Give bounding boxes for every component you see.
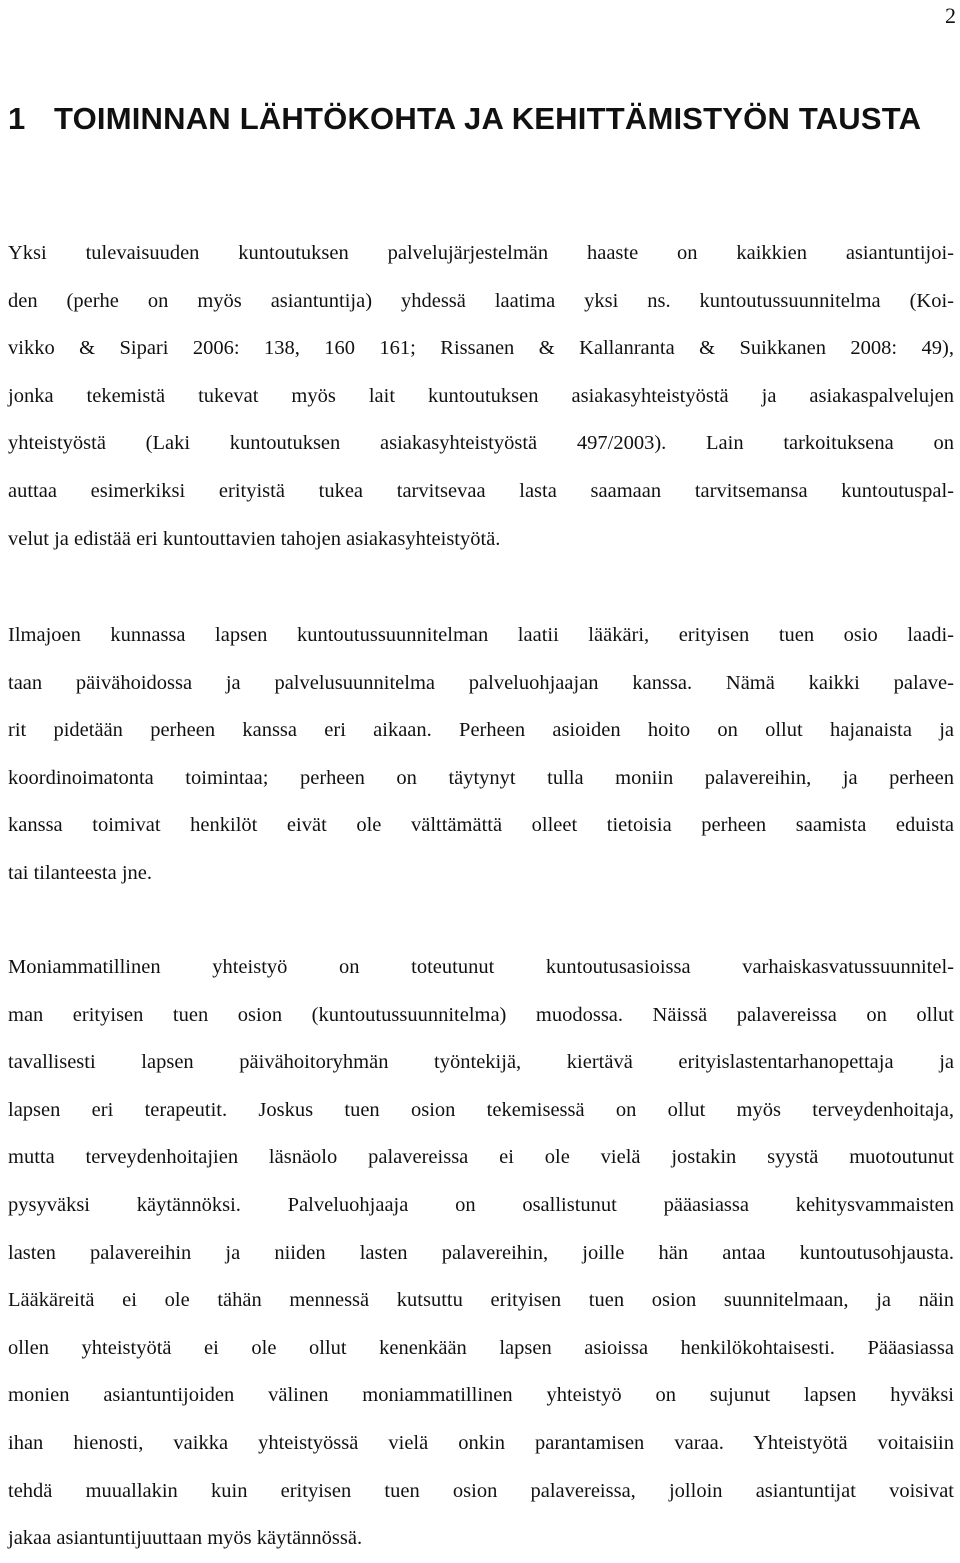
text-line: velut ja edistää eri kuntouttavien tahojen asiakasyhteistyötä. (8, 527, 501, 550)
text-line: pysyväksi käytännöksi. Palveluohjaaja on osallistunut pääasiassa kehitysvammaisten (8, 1193, 954, 1216)
text-line: Moniammatillinen yhteistyö on toteutunut kuntoutusasioissa varhaiskasvatussuunnitel- (8, 956, 954, 978)
text-line: jonka tekemistä tukevat myös lait kuntoutuksen asiakasyhteistyöstä ja asiakaspalvelujen (8, 384, 954, 407)
text-line: jakaa asiantuntijuuttaan myös käytännössä. (8, 1527, 363, 1550)
text-line: tavallisesti lapsen päivähoitoryhmän työntekijä, kiertävä erityislastentarhanopettaja ja (8, 1051, 954, 1074)
text-line: kanssa toimivat henkilöt eivät ole välttämättä olleet tietoisia perheen saamista eduista (8, 814, 954, 837)
text-line: man erityisen tuen osion (kuntoutussuunnitelma) muodossa. Näissä palavereissa on ollut (8, 1003, 954, 1026)
text-line: den (perhe on myös asiantuntija) yhdessä laatima yksi ns. kuntoutussuunnitelma (Koi- (8, 289, 954, 312)
text-line: lapsen eri terapeutit. Joskus tuen osion tekemisessä on ollut myös terveydenhoitaja, (8, 1098, 954, 1121)
text-line: taan päivähoidossa ja palvelusuunnitelma palveluohjaajan kanssa. Nämä kaikki palave- (8, 671, 954, 694)
chapter-number: 1 (8, 101, 26, 136)
text-line: auttaa esimerkiksi erityistä tukea tarvitsevaa lasta saamaan tarvitsemansa kuntoutuspal- (8, 479, 954, 502)
text-line: tehdä muuallakin kuin erityisen tuen osion palavereissa, jolloin asiantuntijat voisivat (8, 1479, 954, 1502)
text-line: mutta terveydenhoitajien läsnäolo palavereissa ei ole vielä jostakin syystä muotoutunut (8, 1146, 954, 1169)
text-line: Yksi tulevaisuuden kuntoutuksen palvelujärjestelmän haaste on kaikkien asiantuntijoi- (8, 242, 954, 264)
text-line: rit pidetään perheen kanssa eri aikaan. Perheen asioiden hoito on ollut hajanaista ja (8, 719, 954, 742)
chapter-heading (8, 98, 938, 140)
text-line: Lääkäreitä ei ole tähän mennessä kutsuttu erityisen tuen osion suunnitelmaan, ja näin (8, 1289, 954, 1312)
text-line: ihan hienosti, vaikka yhteistyössä vielä onkin parantamisen varaa. Yhteistyötä voitaisiin (8, 1431, 954, 1454)
chapter-title: TOIMINNAN LÄHTÖKOHTA JA KEHITTÄMISTYÖN TAUSTA (54, 101, 922, 136)
text-line: yhteistyöstä (Laki kuntoutuksen asiakasyhteistyöstä 497/2003). Lain tarkoituksena on (8, 432, 954, 455)
text-line: lasten palavereihin ja niiden lasten palavereihin, joille hän antaa kuntoutusohjausta. (8, 1241, 954, 1264)
text-line: ollen yhteistyötä ei ole ollut kenenkään lapsen asioissa henkilökohtaisesti. Pääasiassa (8, 1336, 954, 1359)
paragraph-1 (8, 230, 954, 563)
paragraph-2 (8, 612, 954, 898)
text-line: monien asiantuntijoiden välinen moniammatillinen yhteistyö on sujunut lapsen hyväksi (8, 1384, 954, 1407)
text-line: tai tilanteesta jne. (8, 861, 153, 884)
paragraph-3 (8, 944, 954, 1563)
text-line: Ilmajoen kunnassa lapsen kuntoutussuunnitelman laatii lääkäri, erityisen tuen osio laadi- (8, 624, 954, 646)
text-line: koordinoimatonta toimintaa; perheen on täytynyt tulla moniin palavereihin, ja perheen (8, 766, 954, 789)
text-line: vikko & Sipari 2006: 138, 160 161; Rissanen & Kallanranta & Suikkanen 2008: 49), (8, 337, 954, 360)
page-number: 2 (945, 3, 956, 28)
